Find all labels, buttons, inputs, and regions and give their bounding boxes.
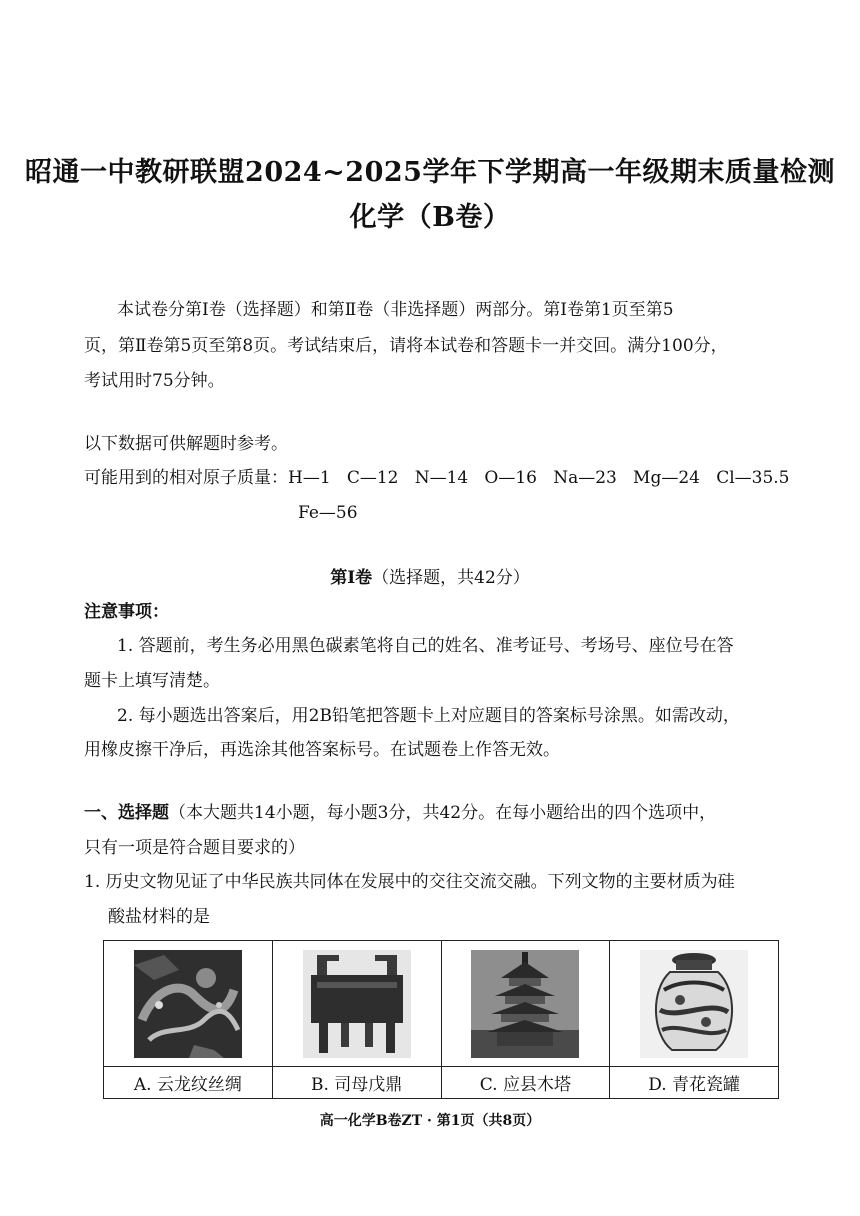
question-1-line-2: 酸盐材料的是	[108, 907, 210, 927]
option-b-label: B. 司母戊鼎	[272, 1067, 441, 1099]
option-c-image-cell	[441, 941, 610, 1067]
notes-item-2-line-2: 用橡皮擦干净后，再选涂其他答案标号。在试题卷上作答无效。	[84, 740, 560, 760]
reference-line: 以下数据可供解题时参考。	[84, 434, 288, 454]
option-d-label: D. 青花瓷罐	[610, 1067, 779, 1099]
intro-line-1: 本试卷分第Ⅰ卷（选择题）和第Ⅱ卷（非选择题）两部分。第Ⅰ卷第1页至第5	[117, 300, 674, 320]
atomic-mass-values: H—1 C—12 N—14 O—16 Na—23 Mg—24 Cl—35.5	[288, 468, 790, 488]
part-heading-rest: （本大题共14小题，每小题3分，共42分。在每小题给出的四个选项中，	[169, 803, 717, 823]
option-c-label: C. 应县木塔	[441, 1067, 610, 1099]
intro-line-2: 页，第Ⅱ卷第5页至第8页。考试结束后，请将本试卷和答题卡一并交回。满分100分，	[84, 336, 728, 356]
page-title: 昭通一中教研联盟2024~2025学年下学期高一年级期末质量检测	[25, 157, 835, 188]
option-d-image-cell	[610, 941, 779, 1067]
part-heading-line-2: 只有一项是符合题目要求的）	[84, 838, 305, 858]
notes-heading: 注意事项：	[84, 602, 169, 622]
porcelain-jar-icon	[640, 950, 748, 1058]
option-a-label: A. 云龙纹丝绸	[104, 1067, 273, 1099]
silk-dragon-icon	[134, 950, 242, 1058]
page-footer: 高一化学B卷ZT · 第1页（共8页）	[319, 1113, 541, 1129]
wooden-pagoda-icon	[471, 950, 579, 1058]
atomic-mass-line	[84, 470, 789, 487]
notes-item-1-line-1: 1. 答题前，考生务必用黑色碳素笔将自己的姓名、准考证号、考场号、座位号在答	[117, 636, 734, 656]
part-heading-bold: 一、选择题	[84, 803, 169, 823]
option-a-image-cell	[104, 941, 273, 1067]
options-table	[103, 940, 779, 1099]
question-1-line-1: 1. 历史文物见证了中华民族共同体在发展中的交往交流交融。下列文物的主要材质为硅	[84, 872, 735, 892]
atomic-mass-label: 可能用到的相对原子质量：	[84, 468, 288, 488]
part-heading	[84, 805, 716, 822]
page-subtitle: 化学（B卷）	[349, 202, 511, 233]
atomic-mass-values-2: Fe—56	[298, 503, 358, 523]
section-heading-bold: 第Ⅰ卷	[330, 568, 373, 588]
bronze-ding-icon	[303, 950, 411, 1058]
section-heading	[0, 570, 860, 587]
notes-item-1-line-2: 题卡上填写清楚。	[84, 671, 220, 691]
notes-item-2-line-1: 2. 每小题选出答案后，用2B铅笔把答题卡上对应题目的答案标号涂黑。如需改动，	[117, 706, 740, 726]
intro-line-3: 考试用时75分钟。	[84, 371, 225, 391]
option-b-image-cell	[272, 941, 441, 1067]
section-heading-rest: （选择题，共42分）	[372, 568, 530, 588]
